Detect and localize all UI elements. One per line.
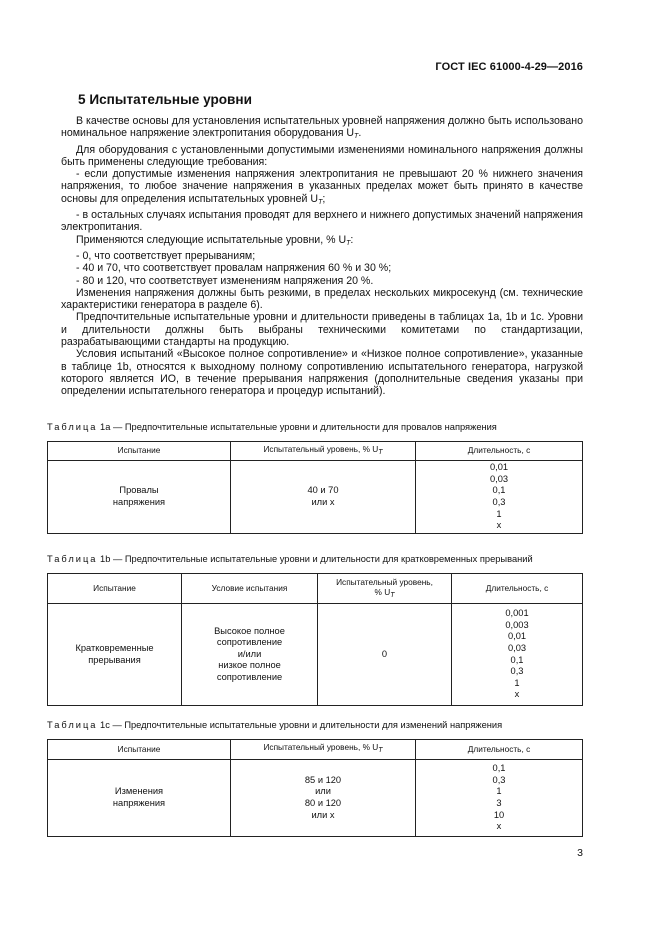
- table-header: Испытание: [48, 574, 182, 604]
- table-cell: 85 и 120 или 80 и 120 или x: [231, 760, 416, 837]
- paragraph: Применяются следующие испытательные уровни, % $U_T$:: [76, 233, 354, 247]
- table-1b-caption: Таблица 1b — Предпочтительные испытательные уровни и длительности для кратковременных прерываний: [47, 554, 533, 564]
- table-1a: [47, 441, 583, 534]
- table-cell: Изменения напряжения: [48, 760, 231, 837]
- paragraph: Изменения напряжения должны быть резкими, в пределах нескольких микросекунд (см. технические характеристики генератора в разделе 6).: [61, 286, 583, 312]
- table-header: Испытательный уровень, % $U_T$: [231, 740, 416, 760]
- body-text: [61, 115, 583, 398]
- paragraph: Условия испытаний «Высокое полное сопротивление» и «Низкое полное сопротивление», указанные в таблице 1b, относятся к выходному полному сопротивлению испытательного генератора, нагрузкой которого является ИО, в течение прерывания напряжения (дополнительные сведения указаны при определении испытательного генератора и процедур испытаний).: [61, 348, 583, 398]
- table-cell: 40 и 70 или x: [231, 461, 416, 534]
- table-cell: 0: [318, 604, 452, 706]
- table-cell: 0,001 0,003 0,01 0,03 0,1 0,3 1 x: [452, 604, 583, 706]
- table-cell: Кратковременные прерывания: [48, 604, 182, 706]
- paragraph: Предпочтительные испытательные уровни и длительности приведены в таблицах 1a, 1b и 1c. Уровни и длительности должны быть выбраны техническими комитетами по стандартизации, разрабатывающими стандарты на продукцию.: [61, 311, 583, 349]
- list-item: - 80 и 120, что соответствует изменениям напряжения 20 %.: [76, 274, 374, 287]
- list-item: - если допустимые изменения напряжения электропитания не превышают 20 % нижнего значения напряжения, то любое значение напряжения в указанных пределах может быть принято в качестве основы для определения испытательных уровней $U_T$;: [61, 168, 583, 206]
- table-header: Длительность, с: [452, 574, 583, 604]
- document-header: ГОСТ IEC 61000-4-29—2016: [435, 61, 583, 73]
- table-header: Испытательный уровень, % $U_T$: [318, 574, 452, 604]
- table-1a-caption: Таблица 1a — Предпочтительные испытательные уровни и длительности для провалов напряжения: [47, 422, 497, 432]
- table-header: Длительность, с: [416, 740, 583, 760]
- table-1b: [47, 573, 583, 706]
- table-cell: Высокое полное сопротивление и/или низкое полное сопротивление: [182, 604, 318, 706]
- table-header: Испытание: [48, 442, 231, 461]
- table-header: Условие испытания: [182, 574, 318, 604]
- table-1c-caption: Таблица 1c — Предпочтительные испытательные уровни и длительности для изменений напряжения: [47, 720, 503, 730]
- table-cell: Провалы напряжения: [48, 461, 231, 534]
- table-1c: [47, 739, 583, 837]
- list-item: - в остальных случаях испытания проводят для верхнего и нижнего допустимых значений напряжения электропитания.: [61, 209, 583, 234]
- list-item: - 0, что соответствует прерываниям;: [76, 249, 256, 262]
- table-cell: 0,01 0,03 0,1 0,3 1 x: [416, 461, 583, 534]
- table-header: Длительность, с: [416, 442, 583, 461]
- table-header: Испытательный уровень, % $U_T$: [231, 442, 416, 461]
- paragraph: Для оборудования с установленными допустимыми изменениями номинального напряжения должны быть применены следующие требования:: [61, 143, 583, 168]
- table-header: Испытание: [48, 740, 231, 760]
- paragraph: В качестве основы для установления испытательных уровней напряжения должно быть использовано номинальное напряжение электропитания оборудования $U_T$.: [61, 115, 583, 141]
- page-number: 3: [577, 847, 583, 859]
- table-cell: 0,1 0,3 1 3 10 x: [416, 760, 583, 837]
- list-item: - 40 и 70, что соответствует провалам напряжения 60 % и 30 %;: [76, 262, 392, 275]
- section-title: 5 Испытательные уровни: [78, 92, 252, 107]
